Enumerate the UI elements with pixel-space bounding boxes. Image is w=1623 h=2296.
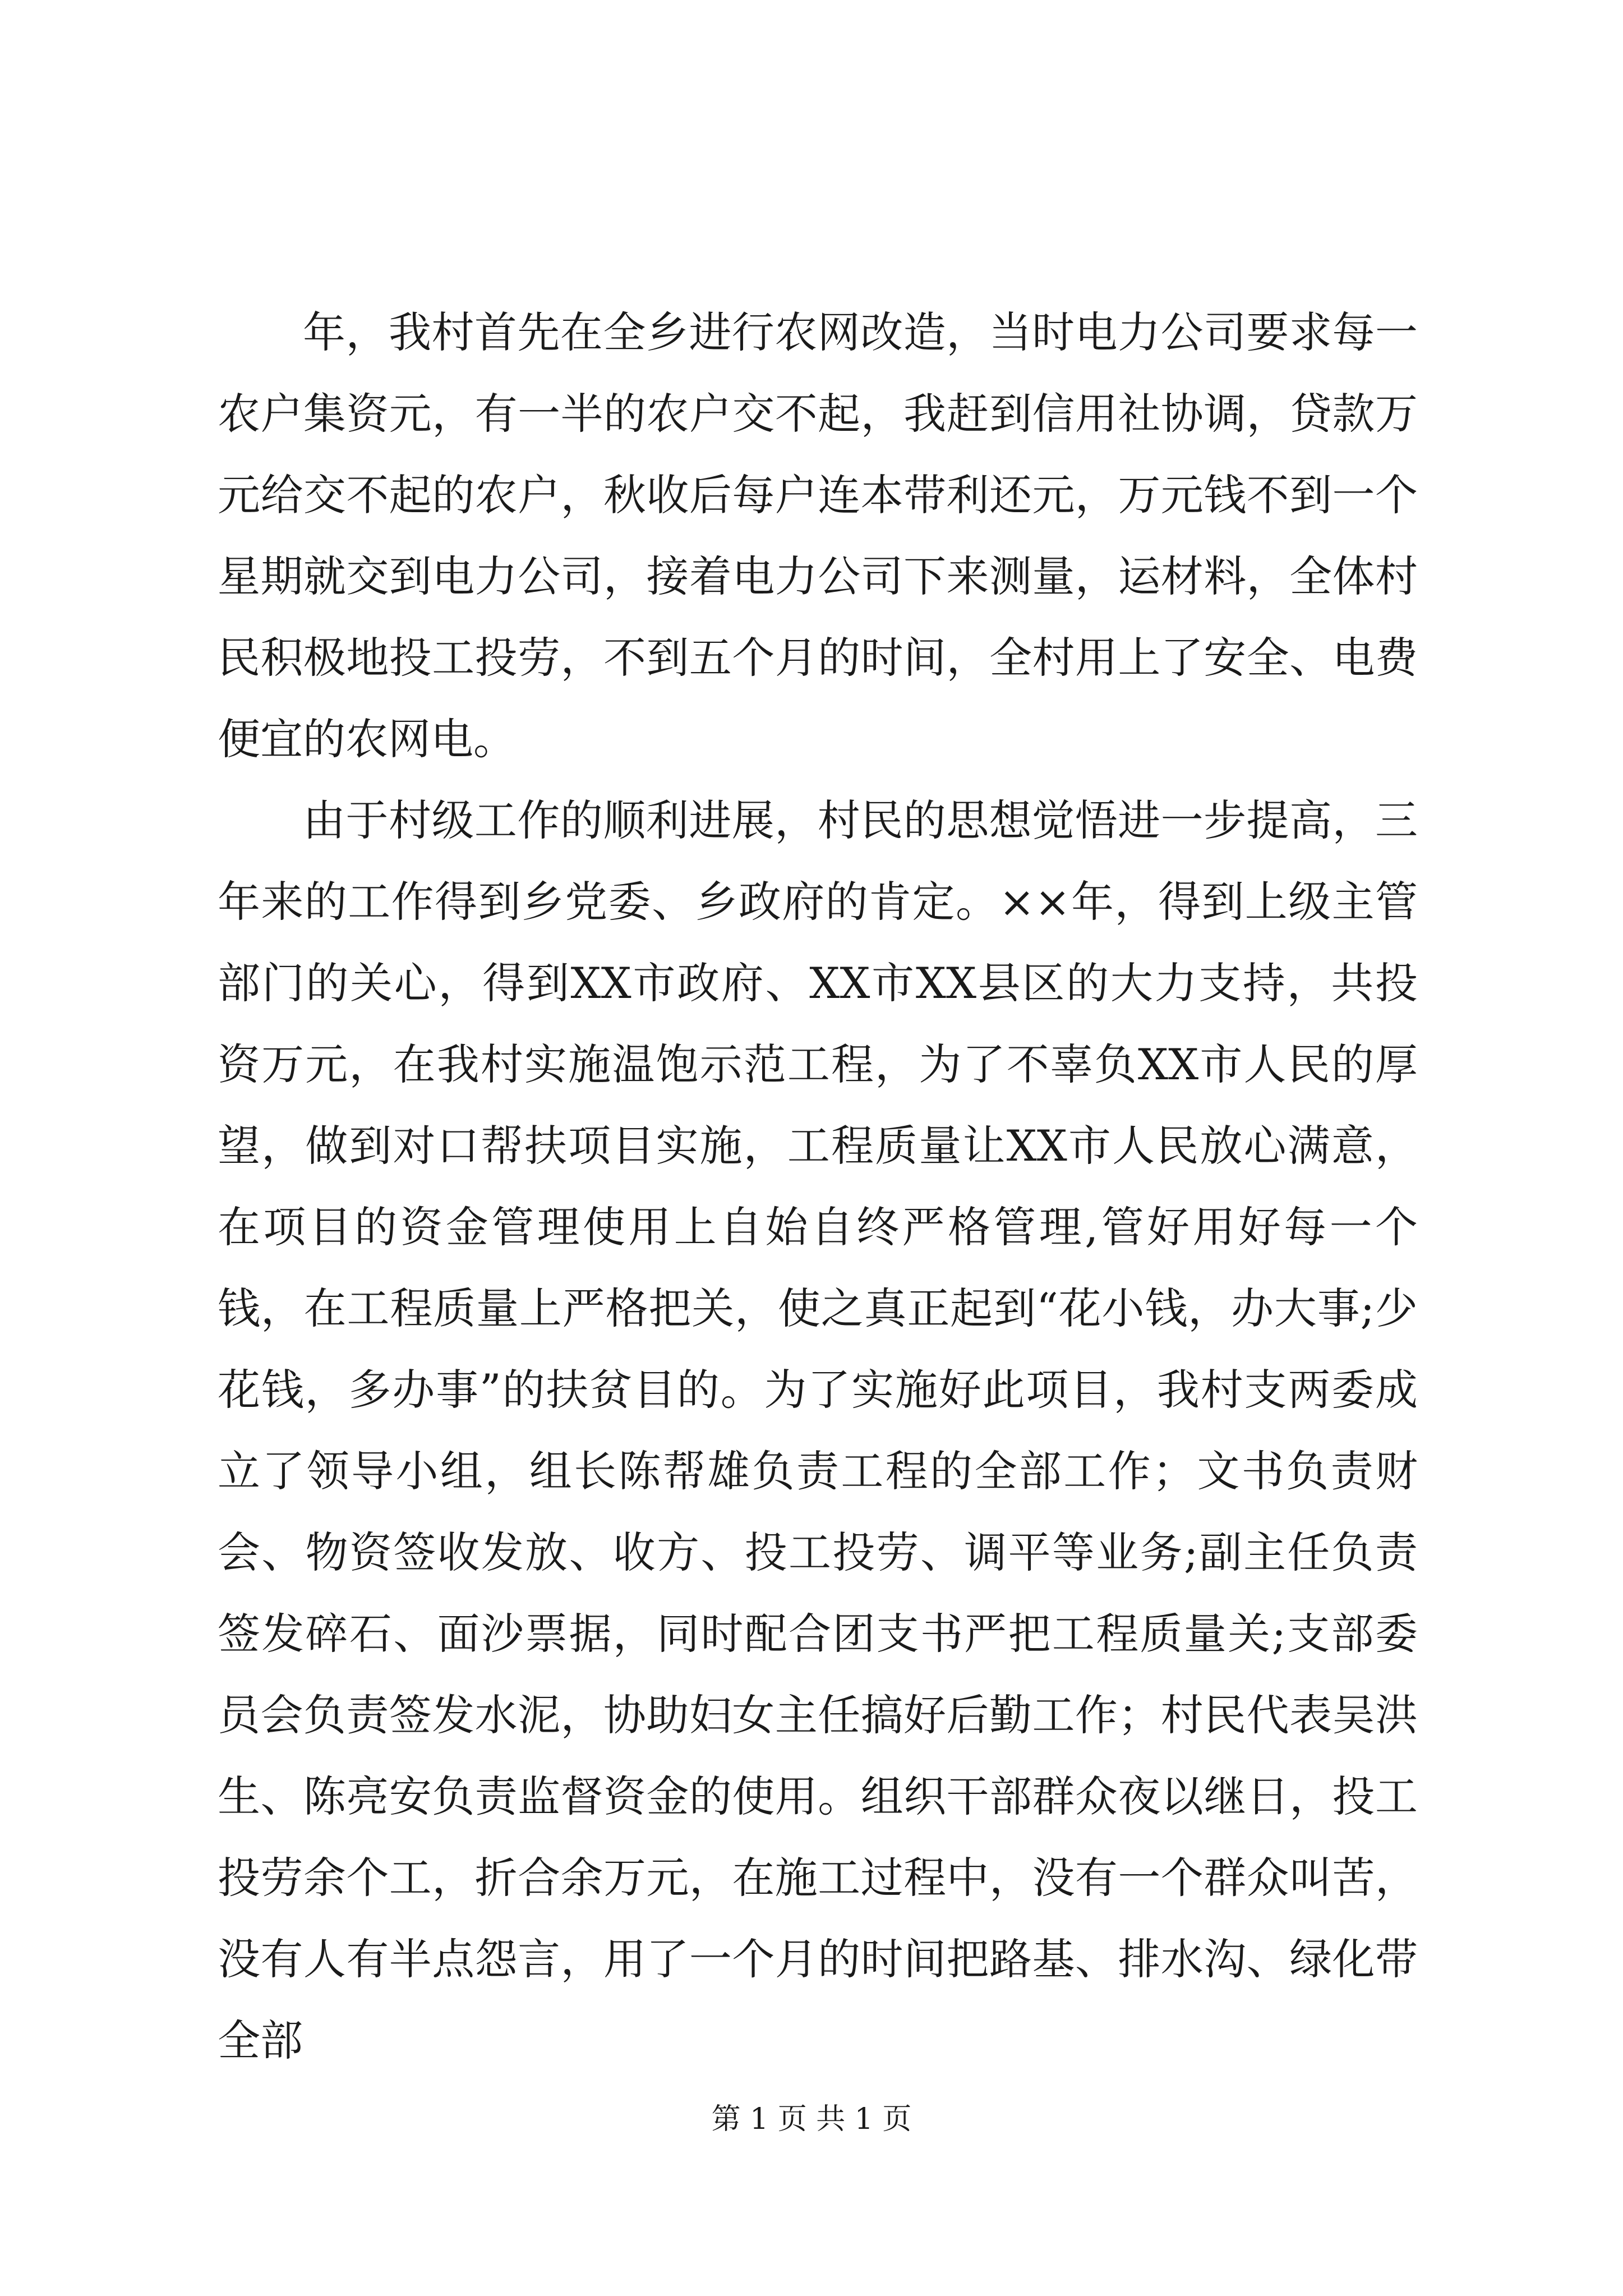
paragraph-1: 年，我村首先在全乡进行农网改造，当时电力公司要求每一农户集资元，有一半的农户交不起，我赶到信用社协调，贷款万元给交不起的农户，秋收后每户连本带利还元，万元钱不到一个星期就交到电力公司，接着电力公司下来测量，运材料，全体村民积极地投工投劳，不到五个月的时间，全村用上了安全、电费便宜的农网电。 bbox=[218, 307, 1418, 764]
page-number-footer: 第 1 页 共 1 页 bbox=[711, 2102, 912, 2136]
body-text bbox=[218, 292, 1418, 2081]
paragraph-2: 由于村级工作的顺利进展，村民的思想觉悟进一步提高，三年来的工作得到乡党委、乡政府的肯定。××年，得到上级主管部门的关心，得到XX市政府、XX市XX县区的大力支持，共投资万元，在我村实施温饱示范工程，为了不辜负XX市人民的厚望，做到对口帮扶项目实施，工程质量让XX市人民放心满意，在项目的资金管理使用上自始自终严格管理,管好用好每一个钱，在工程质量上严格把关，使之真正起到“花小钱，办大事;少花钱，多办事”的扶贫目的。为了实施好此项目，我村支两委成立了领导小组，组长陈帮雄负责工程的全部工作；文书负责财会、物资签收发放、收方、投工投劳、调平等业务;副主任负责签发碎石、面沙票据，同时配合团支书严把工程质量关;支部委员会负责签发水泥，协助妇女主任搞好后勤工作；村民代表吴洪生、陈亮安负责监督资金的使用。组织干部群众夜以继日，投工投劳余个工，折合余万元，在施工过程中，没有一个群众叫苦，没有人有半点怨言，用了一个月的时间把路基、排水沟、绿化带全部 bbox=[218, 795, 1418, 2065]
